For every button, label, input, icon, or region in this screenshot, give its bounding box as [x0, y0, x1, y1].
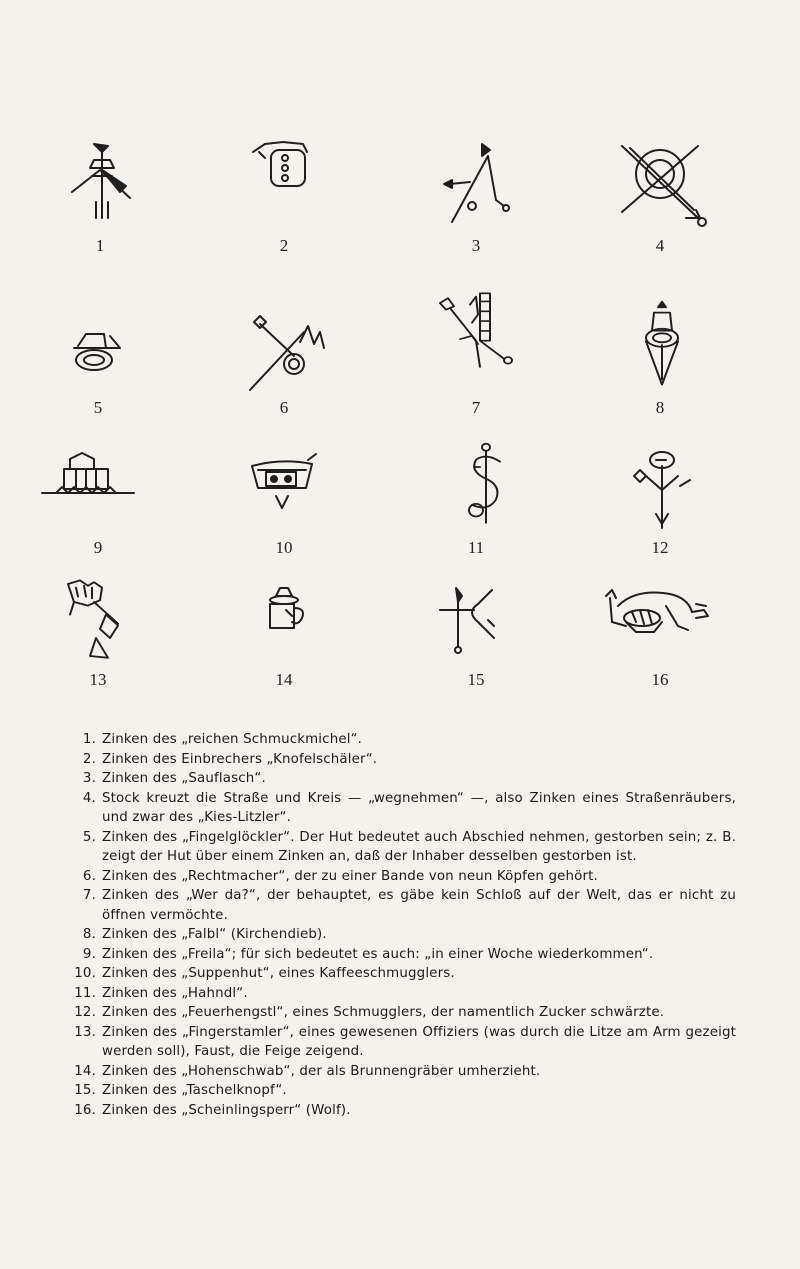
legend-list [56, 730, 736, 1120]
zinken-3-icon [420, 140, 540, 230]
legend-entry: 3. Zinken des „Sauflasch“. [82, 771, 266, 786]
legend-entry: 14. Zinken des „Hohenschwab“, der als Brunnengräber umherzieht. [74, 1063, 541, 1079]
zinken-8-icon [602, 300, 722, 390]
zinken-9-icon [28, 445, 148, 535]
zinken-1-icon [42, 140, 162, 230]
figure-number: 4 [655, 236, 665, 255]
figure-number: 10 [275, 538, 293, 557]
legend-entry: 10. Zinken des „Suppenhut“, eines Kaffeeschmugglers. [74, 966, 455, 981]
legend-entry: 9. Zinken des „Freila“; für sich bedeutet es auch: „in einer Woche wiederkommen“. [82, 946, 654, 962]
figure-number: 1 [95, 236, 105, 255]
zinken-13-icon [30, 575, 150, 665]
figure-number: 5 [93, 398, 103, 417]
figure-number: 6 [279, 398, 289, 417]
figure-number: 12 [651, 538, 669, 557]
zinken-14-icon [226, 582, 346, 672]
zinken-7-icon [420, 290, 540, 380]
legend-entry: 8. Zinken des „Falbl“ (Kirchendieb). [82, 927, 327, 942]
figure-number: 2 [279, 236, 289, 255]
figure-number: 15 [467, 670, 485, 689]
zinken-16-icon [596, 582, 716, 672]
figure-number: 9 [93, 538, 103, 557]
zinken-2-icon [225, 130, 345, 220]
legend-entry: 5. Zinken des „Fingelglöckler“. Der Hut bedeutet auch Abschied nehmen, gestorben sein; z. B. zeigt der Hut über einem Zinken an, daß der Inhaber desselben gestorben ist. [82, 829, 736, 864]
legend-entry: 7. Zinken des „Wer da?“, der behauptet, es gäbe kein Schloß auf der Welt, das er nicht zu öffnen vermöchte. [82, 888, 736, 923]
legend-entry: 16. Zinken des „Scheinlingsperr“ (Wolf). [74, 1102, 351, 1118]
zinken-11-icon [422, 440, 542, 530]
figure-number: 16 [651, 670, 669, 689]
zinken-15-icon [418, 582, 538, 672]
figure-number: 13 [89, 670, 107, 689]
zinken-12-icon [600, 446, 720, 536]
zinken-5-icon [38, 318, 158, 408]
figure-number: 11 [467, 538, 485, 557]
legend-entry: 15. Zinken des „Taschelknopf“. [74, 1083, 287, 1098]
legend-entry: 6. Zinken des „Rechtmacher“, der zu einer Bande von neun Köpfen gehört. [82, 868, 598, 884]
figure-number: 14 [275, 670, 293, 689]
figure-number: 8 [655, 398, 665, 417]
legend-entry: 11. Zinken des „Hahndl“. [74, 985, 248, 1001]
figure-number: 7 [471, 398, 481, 417]
zinken-4-icon [600, 140, 720, 230]
legend-entry: 1. Zinken des „reichen Schmuckmichel“. [82, 732, 363, 747]
legend-entry: 12. Zinken des „Feuerhengstl“, eines Schmugglers, der namentlich Zucker schwärzte. [74, 1005, 665, 1020]
zinken-10-icon [222, 450, 342, 540]
zinken-6-icon [224, 308, 344, 398]
legend-entry: 2. Zinken des Einbrechers „Knofelschäler“. [82, 751, 378, 767]
figure-number: 3 [471, 236, 481, 255]
legend-entry: 4. Stock kreuzt die Straße und Kreis — „wegnehmen“ —, also Zinken eines Straßenräubers, und zwar des „Kies-Litzler“. [82, 790, 736, 825]
legend-entry: 13. Zinken des „Fingerstamler“, eines gewesenen Offiziers (was durch die Litze am Arm gezeigt werden soll), Faust, die Feige zeigend. [74, 1024, 736, 1059]
